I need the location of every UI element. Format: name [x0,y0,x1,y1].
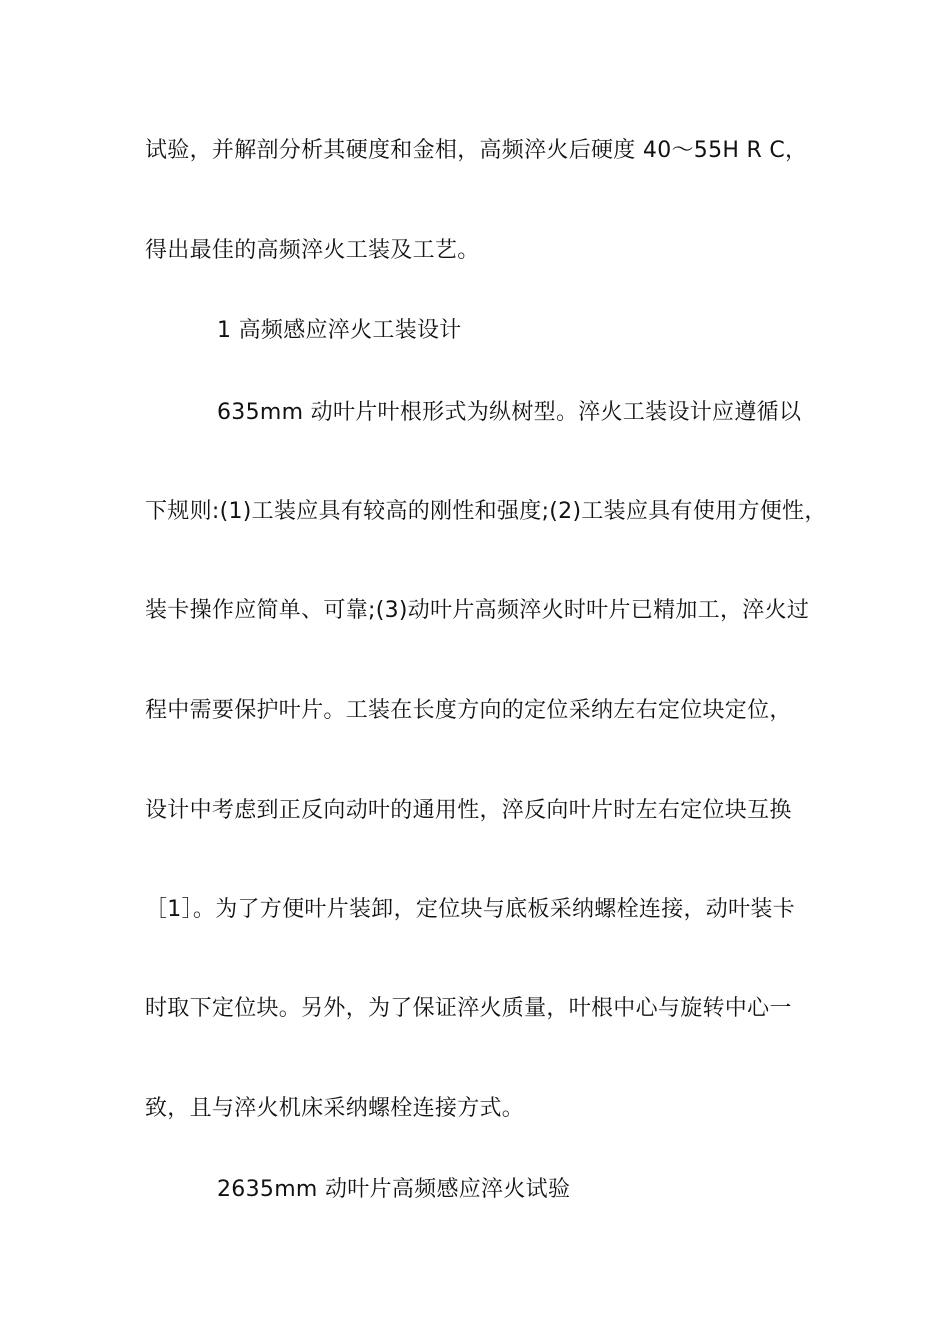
body-text-line: 装卡操作应简单、可靠;(3)动叶片高频淬火时叶片已精加工，淬火过 [145,598,810,623]
body-text-line: 试验，并解剖分析其硬度和金相，高频淬火后硬度 40～55H R C， [145,138,808,163]
body-text-line: 时取下定位块。另外，为了保证淬火质量，叶根中心与旋转中心一 [145,996,792,1021]
body-text-line: 致，且与淬火机床采纳螺栓连接方式。 [145,1096,525,1121]
body-text-line: 得出最佳的高频淬火工装及工艺。 [145,238,480,263]
body-text-line: ［1］。为了方便叶片装卸，定位块与底板采纳螺栓连接，动叶装卡 [145,897,795,922]
paragraph-first-line: 635mm 动叶片叶根形式为纵树型。淬火工装设计应遵循以 [217,400,802,425]
body-text-line: 下规则:(1)工装应具有较高的刚性和强度;(2)工装应具有使用方便性， [145,499,827,524]
body-text-line: 设计中考虑到正反向动叶的通用性，淬反向叶片时左右定位块互换 [145,798,792,823]
section-heading-1: 1 高频感应淬火工装设计 [217,318,462,343]
body-text-line: 程中需要保护叶片。工装在长度方向的定位采纳左右定位块定位， [145,698,792,723]
section-heading-2: 2635mm 动叶片高频感应淬火试验 [217,1177,571,1202]
